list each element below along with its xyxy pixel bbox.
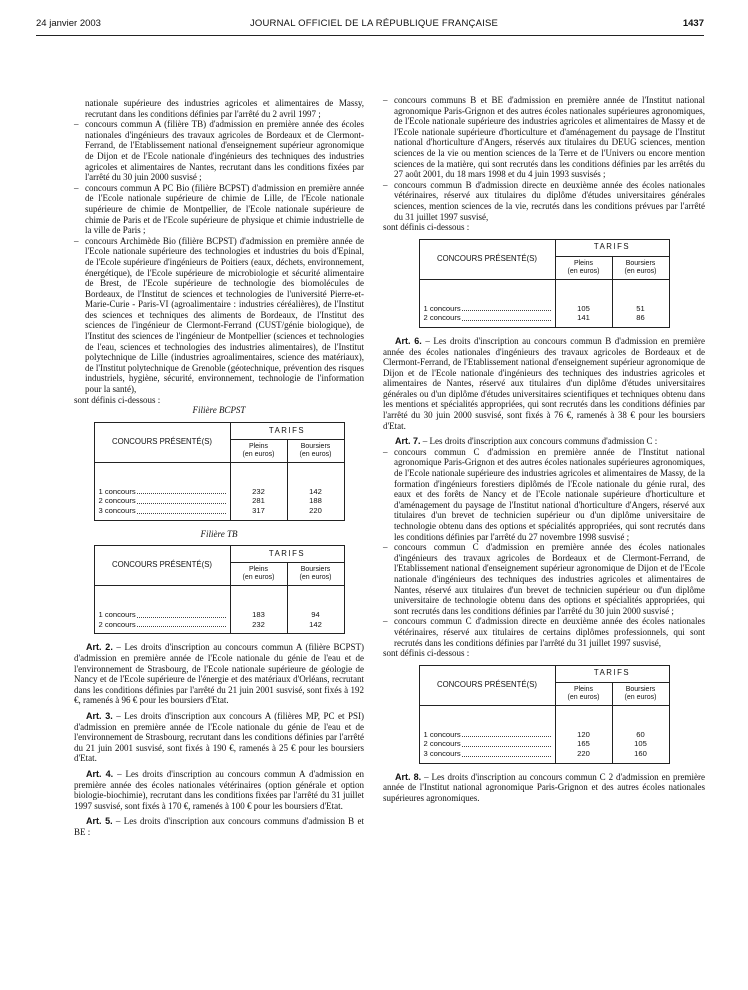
leader-dots [462, 730, 551, 738]
article-number: Art. 4. [86, 768, 114, 779]
row-label: 2 concours [98, 619, 136, 629]
row-label: 2 concours [423, 313, 461, 323]
table-pleins-cell [230, 586, 287, 634]
leader-dots [137, 487, 226, 495]
boursiers-value: 94 [311, 610, 320, 620]
boursiers-value: 220 [309, 506, 322, 515]
pleins-value: 281 [252, 496, 265, 506]
article-number: Art. 5. [86, 816, 113, 827]
pleins-value: 220 [577, 748, 590, 758]
pleins-unit: (en euros) [567, 693, 600, 701]
col-pleins-header [230, 439, 287, 462]
article-6 [383, 336, 705, 431]
article-text: – Les droits d'inscription au concours commun C 2 d'admission en première année de l'Institut national agronomique Paris-Grignon et des autres écoles nationales supérieures agronomiques. [383, 771, 705, 803]
defined-below: sont définis ci-dessous : [383, 222, 470, 233]
left-fragment: nationale supérieure des industries agricoles et alimentaires de Massy, recrutant dans les conditions définies par l'arrêté du 2 avril 1997 ; [85, 98, 364, 119]
boursiers-label: Boursiers [300, 566, 331, 574]
table-row-label [424, 730, 551, 740]
col-boursiers-header [287, 563, 344, 586]
boursiers-unit: (en euros) [299, 574, 332, 582]
col-concours-header: CONCOURS PRÉSENTÉ(S) [419, 665, 555, 705]
row-label: 1 concours [98, 610, 136, 620]
boursiers-value: 142 [309, 486, 322, 496]
article-number: Art. 8. [395, 771, 422, 782]
table-pleins-cell [555, 279, 612, 327]
boursiers-unit: (en euros) [624, 693, 657, 701]
pleins-value: 317 [252, 506, 265, 515]
pleins-value: 183 [252, 610, 265, 620]
boursiers-value: 105 [634, 739, 647, 749]
list-item: – concours commun B d'admission directe en deuxième année des écoles nationales vétérinaires, réservé aux titulaires du diplôme d'études universitaires générales sciences, mention sciences de la vie, recrutés dans les conditions prévues par l'arrêté du 31 juillet 1997 susvisé, [383, 180, 705, 222]
col-tarifs-header: TARIFS [230, 546, 344, 563]
leader-dots [137, 610, 226, 618]
header-date: 24 janvier 2003 [36, 18, 101, 29]
pleins-unit: (en euros) [242, 450, 275, 458]
row-label: 1 concours [423, 729, 461, 739]
table-boursiers-cell [287, 462, 344, 520]
article-text: – Les droits d'inscription au concours commun A (filière BCPST) d'admission en première année de l'Ecole nationale du génie de l'eau et de l'environnement de Strasbourg, de l'Ecole nationale supérieure de géologie de Nancy et de l'Ecole supérieure de l'énergie et des matériaux d'Orléans, recrutant dans les conditions définies par l'arrêté du 21 juin 2001 susvisé, sont fixés à 192 €, ramenés à 96 € pour les boursiers d'Etat. [74, 642, 365, 706]
table-row-label [99, 487, 226, 497]
article-7 [383, 436, 705, 447]
pleins-value: 232 [252, 486, 265, 496]
boursiers-unit: (en euros) [624, 267, 657, 275]
list-item: – concours commun C d'admission en première année de l'Institut national agronomique Paris-Grignon et des autres écoles nationales supérieures agronomiques, de l'Ecole nationale supérieure des industries agricoles et alimentaires de Massy, de la formation d'ingénieurs forestiers diplômés de l'Ecole nationale du génie rural, des eaux et des forêts de Nancy et de l'Ecole nationale supérieure d'horticulture et d'aménagement du paysage de l'Institut national d'horticulture d'Angers, réservé aux titulaires d'un brevet de technicien supérieur ou d'un diplôme universitaire de technologie obtenu dans des options et spécialités appropriées, qui sont recrutés dans les conditions définies par l'arrêté du 27 novembre 1998 susvisé ; [383, 447, 705, 542]
article-number: Art. 2. [86, 642, 113, 653]
pleins-value: 141 [577, 313, 590, 323]
table-row-label [424, 739, 551, 749]
table-row-label [99, 610, 226, 620]
tarifs-table-b [419, 239, 670, 328]
left-list [74, 119, 364, 394]
pleins-unit: (en euros) [242, 574, 275, 582]
boursiers-value: 51 [636, 303, 645, 313]
boursiers-value: 86 [636, 313, 645, 323]
header-title: JOURNAL OFFICIEL DE LA RÉPUBLIQUE FRANÇAISE [249, 18, 499, 29]
list-item: – concours Archimède Bio (filière BCPST) d'admission en première année de l'Ecole nationale supérieure des technologies et industries du bois d'Epinal, de l'Ecole supérieure d'ingénieurs de Poitiers (eaux, déchets, environnement, énergétique), de l'Ecole supérieure de microbiologie et sécurité alimentaire de Brest, de l'Ecole supérieure de technologie des biomolécules de Bordeaux, de l'Institut de sciences et technologies de l'université Pierre-et-Marie-Curie - Paris-VI (agroalimentaire : industries céréalières), de l'Institut des sciences et techniques des aliments de Bordeaux, de l'Institut des sciences de l'ingénieur de Clermont-Ferrand (CUST/génie biologique), de l'Institut des sciences de l'ingénieur de Montpellier (sciences et technologies de l'eau, sciences et technologies des industries alimentaires), de l'Institut polytechnique de Lille (industries agroalimentaires, science des matériaux), de l'Institut polytechnique de Grenoble (géotechnique, prévention des risques industriels, hygiène, sécurité, environnement, technologie de l'information pour la santé), [74, 236, 364, 395]
defined-below: sont définis ci-dessous : [383, 648, 470, 659]
col-pleins-header [555, 682, 612, 705]
header-page-number: 1437 [682, 18, 704, 29]
pleins-label: Pleins [248, 566, 269, 574]
boursiers-value: 188 [309, 496, 322, 506]
article-text: – Les droits d'inscription au concours commun A d'admission en première année des écoles nationales vétérinaires (option générale et option biologie-biochimie), recrutant dans les conditions fixées par l'arrêté du 31 juillet 1997 susvisé, sont fixés à 170 €, ramenés à 100 € pour les boursiers d'Etat. [74, 768, 364, 811]
leader-dots [462, 313, 551, 321]
leader-dots [137, 496, 226, 504]
defined-below: sont définis ci-dessous : [74, 394, 161, 405]
pleins-value: 105 [577, 303, 590, 313]
pleins-value: 232 [252, 619, 265, 629]
row-label: 1 concours [423, 303, 461, 313]
filiere-tb-heading: Filière TB [200, 528, 238, 539]
col-concours-header: CONCOURS PRÉSENTÉ(S) [94, 546, 230, 586]
table-row-label [99, 620, 226, 630]
article-4 [74, 769, 364, 811]
right-list-c [383, 447, 705, 648]
article-text: – Les droits d'inscription aux concours communs d'admission B et BE : [74, 816, 364, 837]
table-boursiers-cell [287, 586, 344, 634]
article-2 [74, 642, 364, 706]
boursiers-value: 142 [309, 619, 322, 629]
right-list-top [383, 95, 705, 222]
col-tarifs-header: TARIFS [555, 239, 669, 256]
table-labels-cell [94, 462, 230, 520]
leader-dots [462, 304, 551, 312]
article-3 [74, 711, 364, 764]
col-pleins-header [555, 256, 612, 279]
article-text: – Les droits d'inscription aux concours communs d'admission C : [420, 436, 658, 447]
tarifs-table-c [419, 665, 670, 764]
pleins-value: 120 [577, 729, 590, 739]
pleins-label: Pleins [573, 259, 594, 267]
article-5 [74, 816, 364, 837]
boursiers-unit: (en euros) [299, 450, 332, 458]
col-boursiers-header [612, 256, 669, 279]
table-row-label [99, 506, 226, 516]
table-boursiers-cell [612, 279, 669, 327]
table-pleins-cell [230, 462, 287, 520]
row-label: 3 concours [423, 748, 461, 758]
row-label: 1 concours [98, 486, 136, 496]
boursiers-label: Boursiers [625, 685, 656, 693]
col-tarifs-header: TARIFS [555, 665, 669, 682]
article-text: – Les droits d'inscription aux concours A (filières MP, PC et PSI) d'admission en première année de l'Ecole nationale du génie de l'eau et de l'environnement de Strasbourg, recrutant dans les conditions définies par l'arrêté du 21 juin 2001 susvisé, sont fixés à 190 €, ramenés à 25 € pour les boursiers d'Etat. [74, 710, 364, 764]
table-row-label [424, 313, 551, 323]
left-column [74, 98, 364, 837]
row-label: 2 concours [98, 496, 136, 506]
page-header [0, 18, 748, 32]
article-number: Art. 3. [86, 710, 113, 721]
leader-dots [462, 749, 551, 757]
list-item: – concours communs B et BE d'admission en première année de l'Institut national agronomique Paris-Grignon et des autres écoles nationales supérieures agronomiques, de l'Ecole nationale supérieure des industries agricoles et alimentaires de Massy et de l'Ecole nationale supérieure d'horticulture et d'aménagement du paysage de l'Institut national d'horticulture d'Angers, réservés aux titulaires du DEUG sciences, mention sciences de la vie ou mention sciences de la Terre et de l'Univers ou encore mention sciences de la matière, qui sont recrutés dans les conditions définies par les arrêtés du 27 août 2001, du 18 mars 1998 et du 4 juin 1993 susvisés ; [383, 95, 705, 180]
table-pleins-cell [555, 705, 612, 763]
pleins-label: Pleins [573, 685, 594, 693]
list-item: – concours commun C d'admission en première année des écoles nationales d'ingénieurs des travaux agricoles de Bordeaux et de Clermont-Ferrand, de l'Etablissement national d'enseignement supérieur agronomique de Dijon et de l'Ecole nationale d'ingénieurs des techniques des industries agricoles et alimentaires de Nantes, réservé aux titulaires d'un brevet de technicien supérieur ou d'un diplôme universitaire de technologie obtenu dans des options et spécialités appropriées, qui sont recrutés dans les conditions définies par l'arrêté du 30 juin 2000 susvisé ; [383, 542, 705, 616]
col-boursiers-header [612, 682, 669, 705]
boursiers-label: Boursiers [625, 259, 656, 267]
filiere-bcpst-heading: Filière BCPST [192, 405, 246, 416]
table-row-label [99, 496, 226, 506]
list-item: – concours commun A PC Bio (filière BCPST) d'admission en première année de l'Ecole nationale supérieure de chimie de Lille, de l'Ecole nationale supérieure de chimie de Montpellier, de l'Ecole nationale supérieure de chimie de Paris et de l'Ecole supérieure de physique et chimie industrielle de la ville de Paris ; [74, 183, 364, 236]
leader-dots [462, 739, 551, 747]
col-pleins-header [230, 563, 287, 586]
header-rule [36, 35, 704, 36]
list-item: – concours commun A (filière TB) d'admission en première année des écoles nationales d'ingénieurs des travaux agricoles de Bordeaux et de Clermont-Ferrand, de l'Etablissement national d'enseignement supérieur agronomique de Dijon et de l'Ecole nationale d'ingénieurs des techniques des industries agricoles et alimentaires de Nantes, recrutant dans les conditions fixées par l'arrêté du 30 juin 2000 susvisé ; [74, 119, 364, 183]
pleins-label: Pleins [248, 442, 269, 450]
col-boursiers-header [287, 439, 344, 462]
pleins-value: 165 [577, 739, 590, 749]
table-labels-cell [419, 279, 555, 327]
article-text: – Les droits d'inscription au concours commun B d'admission en première année des écoles nationales d'ingénieurs des travaux agricoles de Bordeaux et de Clermont-Ferrand, de l'Etablissement national d'enseignement supérieur agronomique de Dijon et de l'Ecole nationale d'ingénieurs des techniques des industries agricoles et alimentaires de Nantes, réservé aux titulaires d'un diplôme d'études universitaires générales ou d'un diplôme d'études universitaires scientifiques et techniques obtenu dans les mentions et spécialités appropriées, qui sont recrutés dans les conditions définies par l'arrêté du 30 juin 2000 susvisé, sont fixés à 76 €, ramenés à 38 € pour les boursiers d'Etat. [383, 335, 705, 431]
col-tarifs-header: TARIFS [230, 422, 344, 439]
row-label: 2 concours [423, 739, 461, 749]
right-column [383, 95, 705, 803]
pleins-unit: (en euros) [567, 267, 600, 275]
article-8 [383, 772, 705, 804]
tarifs-table-tb [94, 545, 345, 634]
col-concours-header: CONCOURS PRÉSENTÉ(S) [94, 422, 230, 462]
tarifs-table-bcpst [94, 422, 345, 521]
article-number: Art. 6. [395, 335, 422, 346]
boursiers-label: Boursiers [300, 442, 331, 450]
leader-dots [137, 506, 226, 514]
article-number: Art. 7. [395, 436, 421, 447]
list-item: – concours commun C d'admission directe en deuxième année des écoles nationales vétérinaires, réservé aux titulaires de certains diplômes professionnels, qui sont recrutés dans les conditions définies par l'arrêté du 31 juillet 1997 susvisé, [383, 616, 705, 648]
table-labels-cell [94, 586, 230, 634]
table-row-label [424, 304, 551, 314]
leader-dots [137, 620, 226, 628]
boursiers-value: 160 [634, 748, 647, 758]
col-concours-header: CONCOURS PRÉSENTÉ(S) [419, 239, 555, 279]
boursiers-value: 60 [636, 729, 645, 739]
table-row-label [424, 749, 551, 759]
row-label: 3 concours [98, 506, 136, 515]
table-labels-cell [419, 705, 555, 763]
table-boursiers-cell [612, 705, 669, 763]
